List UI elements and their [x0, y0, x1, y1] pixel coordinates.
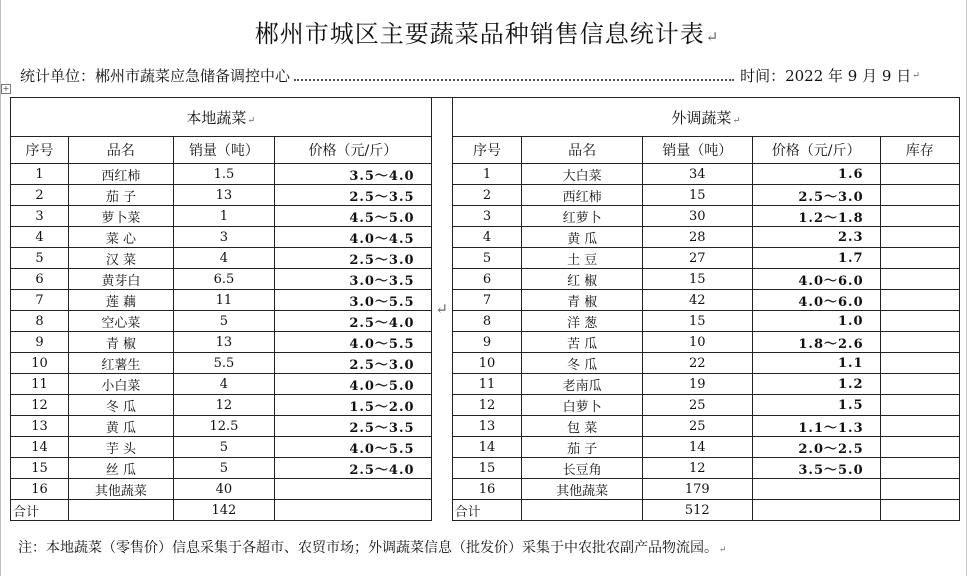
local-row-no: 13 — [11, 416, 69, 437]
import-row-name: 大白菜 — [522, 164, 642, 185]
local-row-no: 9 — [11, 332, 69, 353]
local-row-no: 14 — [11, 437, 69, 458]
local-row-no: 10 — [11, 353, 69, 374]
paragraph-mark-icon: ↵ — [732, 114, 741, 126]
local-row-name: 黄芽白 — [69, 269, 174, 290]
local-row-no: 11 — [11, 374, 69, 395]
local-row-name: 西红柿 — [69, 164, 174, 185]
import-row-name: 白萝卜 — [522, 395, 642, 416]
local-row-price: 2.5～3.0 — [275, 353, 431, 374]
import-row-no: 3 — [452, 206, 522, 227]
import-row-no: 16 — [452, 479, 522, 500]
local-vegetables-header — [11, 98, 432, 137]
local-row-no: 6 — [11, 269, 69, 290]
import-row-name: 其他蔬菜 — [522, 479, 642, 500]
col-header-import-qty: 销量（吨） — [642, 137, 752, 164]
import-row-qty: 25 — [642, 395, 752, 416]
local-row-qty: 12 — [173, 395, 274, 416]
import-row-qty: 28 — [642, 227, 752, 248]
local-row-name: 茄 子 — [69, 185, 174, 206]
import-total-qty: 512 — [642, 500, 752, 521]
import-row-qty: 14 — [642, 437, 752, 458]
local-row-qty: 12.5 — [173, 416, 274, 437]
local-total-price — [275, 500, 431, 521]
local-row-price: 4.0～5.5 — [275, 437, 431, 458]
import-row-name: 苦 瓜 — [522, 332, 642, 353]
local-row-qty: 40 — [173, 479, 274, 500]
local-row-name: 汉 菜 — [69, 248, 174, 269]
table-row — [11, 290, 960, 311]
import-row-no: 9 — [452, 332, 522, 353]
local-row-qty: 1 — [173, 206, 274, 227]
local-row-no: 2 — [11, 185, 69, 206]
local-row-no: 8 — [11, 311, 69, 332]
import-row-stock — [880, 185, 959, 206]
import-row-qty: 19 — [642, 374, 752, 395]
table-row — [11, 416, 960, 437]
import-row-name: 红 椒 — [522, 269, 642, 290]
local-row-price: 2.5～3.5 — [275, 185, 431, 206]
local-row-name: 其他蔬菜 — [69, 479, 174, 500]
dotted-leader — [294, 70, 734, 81]
table-row — [11, 185, 960, 206]
col-header-local-no: 序号 — [11, 137, 69, 164]
local-row-no: 15 — [11, 458, 69, 479]
page-right-edge — [966, 0, 967, 576]
import-row-qty: 15 — [642, 311, 752, 332]
import-row-name: 西红柿 — [522, 185, 642, 206]
local-row-no: 5 — [11, 248, 69, 269]
import-row-no: 11 — [452, 374, 522, 395]
table-row — [11, 206, 960, 227]
import-row-name: 黄 瓜 — [522, 227, 642, 248]
import-row-stock — [880, 248, 959, 269]
document-title — [0, 14, 974, 49]
import-row-stock — [880, 164, 959, 185]
import-row-no: 15 — [452, 458, 522, 479]
import-row-stock — [880, 458, 959, 479]
import-row-qty: 179 — [642, 479, 752, 500]
import-row-qty: 25 — [642, 416, 752, 437]
import-row-name: 茄 子 — [522, 437, 642, 458]
import-row-stock — [880, 269, 959, 290]
vegetable-sales-table — [10, 97, 960, 521]
import-row-no: 8 — [452, 311, 522, 332]
import-row-price: 4.0～6.0 — [752, 269, 880, 290]
import-row-stock — [880, 416, 959, 437]
col-header-import-name: 品名 — [522, 137, 642, 164]
local-row-qty: 11 — [173, 290, 274, 311]
local-row-name: 丝 瓜 — [69, 458, 174, 479]
import-row-price: 1.1 — [752, 353, 880, 374]
table-row — [11, 458, 960, 479]
table-row — [11, 269, 960, 290]
import-row-price: 1.6 — [752, 164, 880, 185]
local-row-no: 1 — [11, 164, 69, 185]
local-row-qty: 1.5 — [173, 164, 274, 185]
local-row-price: 2.5～3.5 — [275, 416, 431, 437]
table-move-handle-icon[interactable]: + — [2, 84, 10, 93]
local-row-no: 3 — [11, 206, 69, 227]
import-row-stock — [880, 437, 959, 458]
import-row-name: 老南瓜 — [522, 374, 642, 395]
import-row-no: 4 — [452, 227, 522, 248]
import-row-qty: 27 — [642, 248, 752, 269]
import-row-name: 冬 瓜 — [522, 353, 642, 374]
local-row-qty: 5.5 — [173, 353, 274, 374]
import-row-no: 1 — [452, 164, 522, 185]
import-row-price: 1.2～1.8 — [752, 206, 880, 227]
local-row-qty: 5 — [173, 437, 274, 458]
import-row-stock — [880, 206, 959, 227]
local-row-price: 4.0～4.5 — [275, 227, 431, 248]
import-row-price: 1.2 — [752, 374, 880, 395]
local-row-no: 16 — [11, 479, 69, 500]
import-row-no: 10 — [452, 353, 522, 374]
table-row — [11, 374, 960, 395]
group-header-row — [11, 98, 960, 137]
import-row-qty: 10 — [642, 332, 752, 353]
col-header-import-price: 价格（元/斤） — [752, 137, 880, 164]
import-header-text: 外调蔬菜 — [671, 108, 732, 127]
col-header-local-qty: 销量（吨） — [173, 137, 274, 164]
import-row-price: 1.5 — [752, 395, 880, 416]
import-row-no: 7 — [452, 290, 522, 311]
import-row-stock — [880, 332, 959, 353]
footnote-text: 注：本地蔬菜（零售价）信息采集于各超市、农贸市场；外调蔬菜信息（批发价）采集于中农批农副产品物流园。 — [18, 540, 718, 556]
import-row-name: 洋 葱 — [522, 311, 642, 332]
import-row-price: 1.0 — [752, 311, 880, 332]
import-row-name: 长豆角 — [522, 458, 642, 479]
local-row-name: 萝卜菜 — [69, 206, 174, 227]
local-row-price: 4.0～5.5 — [275, 332, 431, 353]
col-header-local-price: 价格（元/斤） — [275, 137, 431, 164]
col-header-import-stock: 库存 — [880, 137, 959, 164]
local-row-name: 小白菜 — [69, 374, 174, 395]
import-row-price — [752, 479, 880, 500]
separator-column: ↵ — [431, 98, 452, 521]
total-row — [11, 500, 960, 521]
local-row-name: 芋 头 — [69, 437, 174, 458]
import-row-stock — [880, 353, 959, 374]
local-row-qty: 5 — [173, 311, 274, 332]
import-row-no: 12 — [452, 395, 522, 416]
imported-vegetables-header — [452, 98, 959, 137]
import-row-name: 青 椒 — [522, 290, 642, 311]
import-row-name: 土 豆 — [522, 248, 642, 269]
local-row-price: 2.5～4.0 — [275, 458, 431, 479]
local-total-qty: 142 — [173, 500, 274, 521]
column-header-row — [11, 137, 960, 164]
table-row — [11, 437, 960, 458]
import-row-qty: 30 — [642, 206, 752, 227]
local-header-text: 本地蔬菜 — [186, 108, 247, 127]
local-row-name: 黄 瓜 — [69, 416, 174, 437]
import-row-stock — [880, 227, 959, 248]
col-header-import-no: 序号 — [452, 137, 522, 164]
local-row-name: 空心菜 — [69, 311, 174, 332]
import-row-no: 14 — [452, 437, 522, 458]
import-row-price: 3.5～5.0 — [752, 458, 880, 479]
import-row-qty: 34 — [642, 164, 752, 185]
local-row-qty: 13 — [173, 185, 274, 206]
col-header-local-name: 品名 — [69, 137, 174, 164]
local-row-price — [275, 479, 431, 500]
import-row-price: 2.5～3.0 — [752, 185, 880, 206]
table-row — [11, 332, 960, 353]
local-row-price: 3.0～3.5 — [275, 269, 431, 290]
table-row — [11, 311, 960, 332]
import-row-no: 5 — [452, 248, 522, 269]
local-row-name: 菜 心 — [69, 227, 174, 248]
local-row-price: 2.5～3.0 — [275, 248, 431, 269]
local-row-name: 莲 藕 — [69, 290, 174, 311]
import-row-stock — [880, 374, 959, 395]
import-row-name: 包 菜 — [522, 416, 642, 437]
import-row-no: 13 — [452, 416, 522, 437]
import-row-price: 2.3 — [752, 227, 880, 248]
local-row-no: 4 — [11, 227, 69, 248]
local-row-qty: 13 — [173, 332, 274, 353]
local-row-qty: 6.5 — [173, 269, 274, 290]
import-row-name: 红萝卜 — [522, 206, 642, 227]
local-row-qty: 5 — [173, 458, 274, 479]
import-row-qty: 42 — [642, 290, 752, 311]
local-row-no: 12 — [11, 395, 69, 416]
title-text: 郴州市城区主要蔬菜品种销售信息统计表 — [254, 20, 705, 48]
paragraph-mark-icon: ↵ — [719, 545, 727, 555]
import-total-price — [752, 500, 880, 521]
local-total-label: 合计 — [11, 500, 69, 521]
statistics-unit: 统计单位：郴州市蔬菜应急储备调控中心 — [20, 66, 291, 85]
import-row-stock — [880, 290, 959, 311]
local-row-name: 青 椒 — [69, 332, 174, 353]
local-row-price: 3.0～5.5 — [275, 290, 431, 311]
import-row-price: 4.0～6.0 — [752, 290, 880, 311]
local-row-price: 3.5～4.0 — [275, 164, 431, 185]
local-row-qty: 4 — [173, 248, 274, 269]
import-row-stock — [880, 479, 959, 500]
local-row-price: 4.5～5.0 — [275, 206, 431, 227]
table-row — [11, 227, 960, 248]
import-row-no: 2 — [452, 185, 522, 206]
import-total-stock — [880, 500, 959, 521]
import-row-qty: 12 — [642, 458, 752, 479]
table-row — [11, 248, 960, 269]
local-row-qty: 4 — [173, 374, 274, 395]
paragraph-mark-icon: ↵ — [705, 28, 720, 46]
local-total-name — [69, 500, 174, 521]
report-date: 时间：2022 年 9 月 9 日 — [740, 66, 912, 85]
table-row — [11, 479, 960, 500]
header-info-line — [20, 64, 920, 86]
local-row-price: 4.0～5.0 — [275, 374, 431, 395]
table-row — [11, 395, 960, 416]
footnote — [18, 537, 958, 557]
import-row-price: 1.1～1.3 — [752, 416, 880, 437]
import-row-no: 6 — [452, 269, 522, 290]
import-total-label: 合计 — [452, 500, 522, 521]
local-row-price: 1.5～2.0 — [275, 395, 431, 416]
import-row-price: 1.8～2.6 — [752, 332, 880, 353]
table-row — [11, 353, 960, 374]
paragraph-mark-icon: ↵ — [912, 69, 920, 81]
local-row-name: 红薯生 — [69, 353, 174, 374]
import-row-price: 1.7 — [752, 248, 880, 269]
local-row-price: 2.5～4.0 — [275, 311, 431, 332]
import-row-stock — [880, 395, 959, 416]
import-row-price: 2.0～2.5 — [752, 437, 880, 458]
paragraph-mark-icon: ↵ — [247, 114, 256, 126]
local-row-no: 7 — [11, 290, 69, 311]
local-row-name: 冬 瓜 — [69, 395, 174, 416]
local-row-qty: 3 — [173, 227, 274, 248]
import-row-qty: 15 — [642, 185, 752, 206]
import-row-stock — [880, 311, 959, 332]
import-row-qty: 15 — [642, 269, 752, 290]
import-total-name — [522, 500, 642, 521]
import-row-qty: 22 — [642, 353, 752, 374]
table-row — [11, 164, 960, 185]
